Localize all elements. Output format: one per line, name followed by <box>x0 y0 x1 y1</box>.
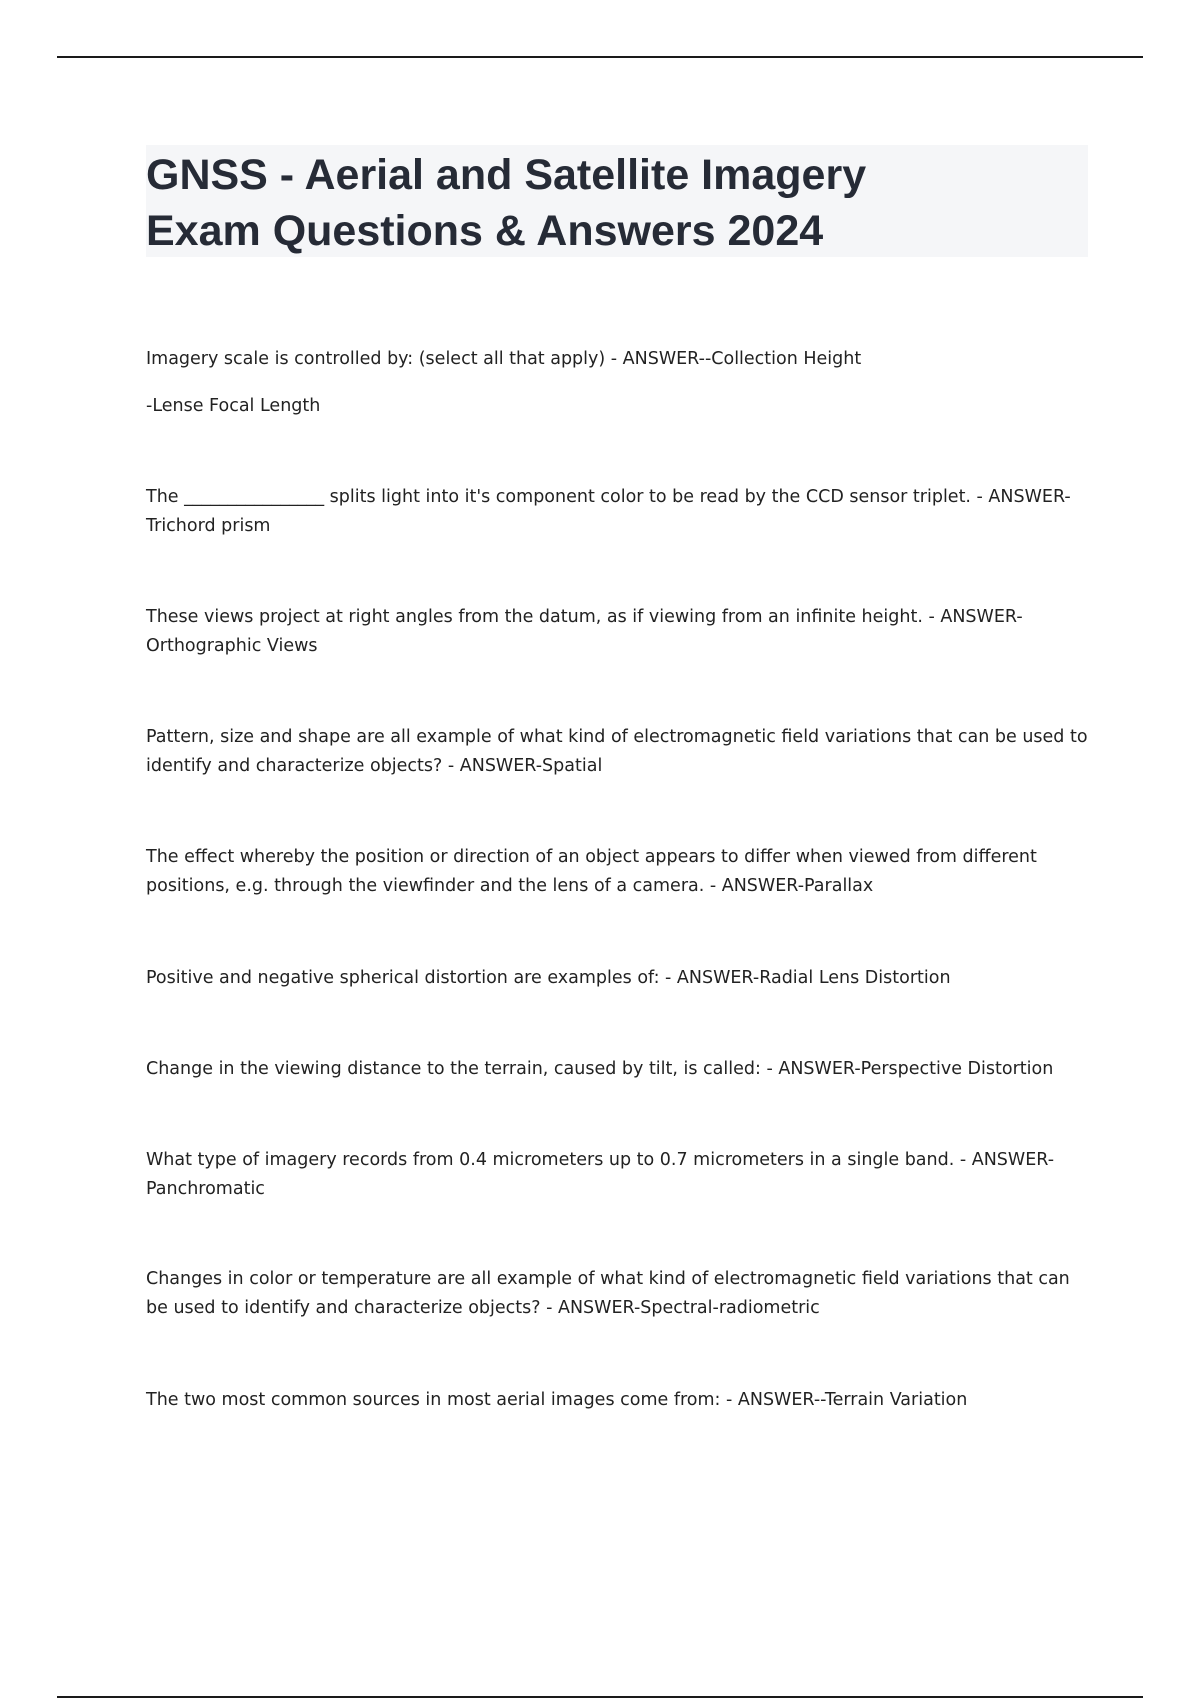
qa-text: Changes in color or temperature are all example of what kind of electromagnetic field variations that can be used to identify and characterize objects? - ANSWER-Spectral-radiometric <box>146 1269 1070 1318</box>
title-line-1: GNSS - Aerial and Satellite Imagery <box>146 151 867 199</box>
qa-item-4 <box>146 723 1091 781</box>
qa-item-10 <box>146 1386 1091 1415</box>
qa-item-3 <box>146 603 1091 661</box>
qa-text: The effect whereby the position or direction of an object appears to differ when viewed from different positions, e.g. through the viewfinder and the lens of a camera. - ANSWER-Parallax <box>146 847 1037 896</box>
qa-item-5 <box>146 843 1091 901</box>
qa-item-2 <box>146 483 1091 541</box>
qa-item-6 <box>146 964 1091 993</box>
qa-text: Imagery scale is controlled by: (select all that apply) - ANSWER--Collection Height <box>146 349 862 369</box>
qa-text: Positive and negative spherical distortion are examples of: - ANSWER-Radial Lens Distortion <box>146 968 951 988</box>
qa-item-7 <box>146 1055 1091 1084</box>
title-line-2: Exam Questions & Answers 2024 <box>146 207 824 255</box>
qa-text: These views project at right angles from the datum, as if viewing from an infinite height. - ANSWER-Orthographic Views <box>146 607 1023 656</box>
document-title <box>146 145 1088 257</box>
qa-extra: -Lense Focal Length <box>146 396 321 416</box>
qa-text: Change in the viewing distance to the terrain, caused by tilt, is called: - ANSWER-Perspective Distortion <box>146 1059 1054 1079</box>
top-rule <box>57 56 1143 58</box>
qa-item-1 <box>146 345 1091 421</box>
qa-text: The ________________ splits light into it's component color to be read by the CCD sensor triplet. - ANSWER-Trichord prism <box>146 487 1071 536</box>
bottom-rule <box>57 1696 1143 1698</box>
qa-text: The two most common sources in most aerial images come from: - ANSWER--Terrain Variation <box>146 1390 968 1410</box>
qa-item-8 <box>146 1146 1091 1204</box>
qa-text: Pattern, size and shape are all example of what kind of electromagnetic field variations that can be used to identify and characterize objects? - ANSWER-Spatial <box>146 727 1088 776</box>
qa-item-9 <box>146 1265 1091 1323</box>
qa-text: What type of imagery records from 0.4 micrometers up to 0.7 micrometers in a single band. - ANSWER-Panchromatic <box>146 1150 1055 1199</box>
